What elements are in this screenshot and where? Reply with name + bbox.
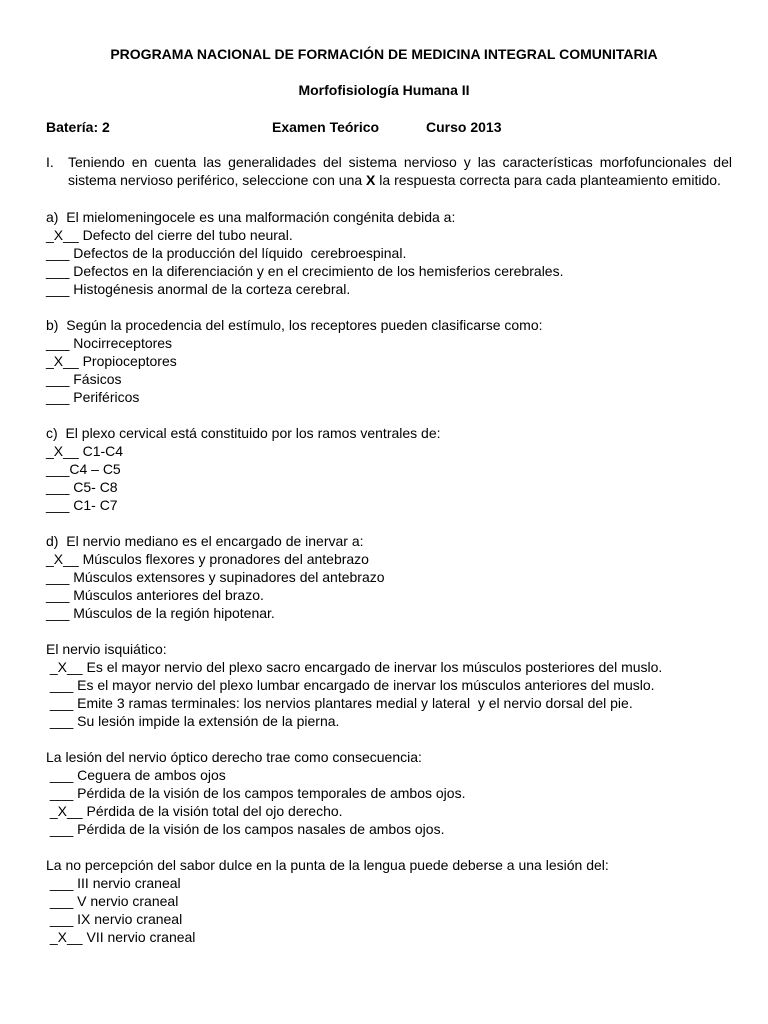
answer-option: ___ Músculos anteriores del brazo. — [46, 587, 264, 603]
question-c — [46, 424, 736, 514]
question-prompt: La no percepción del sabor dulce en la punta de la lengua puede deberse a una lesión del: — [46, 857, 609, 873]
answer-option: ___ Músculos de la región hipotenar. — [46, 605, 275, 621]
answer-option: ___ IX nervio craneal — [46, 911, 183, 927]
answer-option: ___ Pérdida de la visión de los campos temporales de ambos ojos. — [46, 785, 466, 801]
question-isquiatico — [46, 640, 736, 730]
answer-option: _X__ Es el mayor nervio del plexo sacro encargado de inervar los músculos posteriores del muslo. — [46, 659, 663, 675]
question-sabor — [46, 856, 736, 946]
course-year-label: Curso 2013 — [426, 119, 502, 135]
question-optico — [46, 748, 736, 838]
question-prompt: b) Según la procedencia del estímulo, los receptores pueden clasificarse como: — [46, 317, 543, 333]
answer-option: ___ Músculos extensores y supinadores del antebrazo — [46, 569, 385, 585]
answer-option: ___ Defectos de la producción del líquido cerebroespinal. — [46, 245, 407, 261]
subject-title: Morfofisiología Humana II — [298, 82, 470, 98]
instructions — [46, 153, 732, 189]
answer-option: ___ Es el mayor nervio del plexo lumbar encargado de inervar los músculos anteriores del muslo. — [46, 677, 655, 693]
answer-option: ___ Pérdida de la visión de los campos nasales de ambos ojos. — [46, 821, 445, 837]
answer-option: ___ Periféricos — [46, 389, 140, 405]
answer-option: _X__ Músculos flexores y pronadores del antebrazo — [46, 551, 369, 567]
answer-option: _X__ VII nervio craneal — [46, 929, 196, 945]
question-a — [46, 208, 736, 298]
answer-option: ___ C1- C7 — [46, 497, 118, 513]
answer-option: ___ Emite 3 ramas terminales: los nervios plantares medial y lateral y el nervio dorsal del pie. — [46, 695, 633, 711]
exam-type-label: Examen Teórico — [272, 119, 380, 135]
answer-option: _X__ Propioceptores — [46, 353, 177, 369]
answer-option: _X__ Pérdida de la visión total del ojo derecho. — [46, 803, 343, 819]
bateria-label: Batería: 2 — [46, 119, 110, 135]
questions-list — [46, 208, 736, 946]
instructions-text-before: Teniendo en cuenta las generalidades del sistema nervioso y las características morfofuncionales del sistema nervioso periférico, seleccione con una — [68, 154, 732, 188]
answer-option: ___C4 – C5 — [46, 461, 121, 477]
answer-option: ___ Nocirreceptores — [46, 335, 173, 351]
answer-option: _X__ C1-C4 — [46, 443, 124, 459]
program-title: PROGRAMA NACIONAL DE FORMACIÓN DE MEDICINA INTEGRAL COMUNITARIA — [110, 46, 658, 62]
answer-option: ___ Defectos en la diferenciación y en el crecimiento de los hemisferios cerebrales. — [46, 263, 564, 279]
answer-option: ___ Histogénesis anormal de la corteza cerebral. — [46, 281, 351, 297]
instructions-marker: X — [366, 172, 376, 188]
instructions-number: I. — [46, 154, 54, 170]
answer-option: ___ Su lesión impide la extensión de la pierna. — [46, 713, 340, 729]
question-prompt: El nervio isquiático: — [46, 641, 167, 657]
answer-option: ___ III nervio craneal — [46, 875, 181, 891]
question-prompt: a) El mielomeningocele es una malformación congénita debida a: — [46, 209, 456, 225]
question-b — [46, 316, 736, 406]
answer-option: _X__ Defecto del cierre del tubo neural. — [46, 227, 293, 243]
question-d — [46, 532, 736, 622]
question-prompt: d) El nervio mediano es el encargado de inervar a: — [46, 533, 364, 549]
question-prompt: c) El plexo cervical está constituido por los ramos ventrales de: — [46, 425, 441, 441]
answer-option: ___ Ceguera de ambos ojos — [46, 767, 226, 783]
answer-option: ___ V nervio craneal — [46, 893, 179, 909]
question-prompt: La lesión del nervio óptico derecho trae como consecuencia: — [46, 749, 422, 765]
answer-option: ___ Fásicos — [46, 371, 122, 387]
instructions-text — [68, 153, 732, 189]
instructions-text-after: la respuesta correcta para cada planteamiento emitido. — [375, 172, 721, 188]
answer-option: ___ C5- C8 — [46, 479, 118, 495]
